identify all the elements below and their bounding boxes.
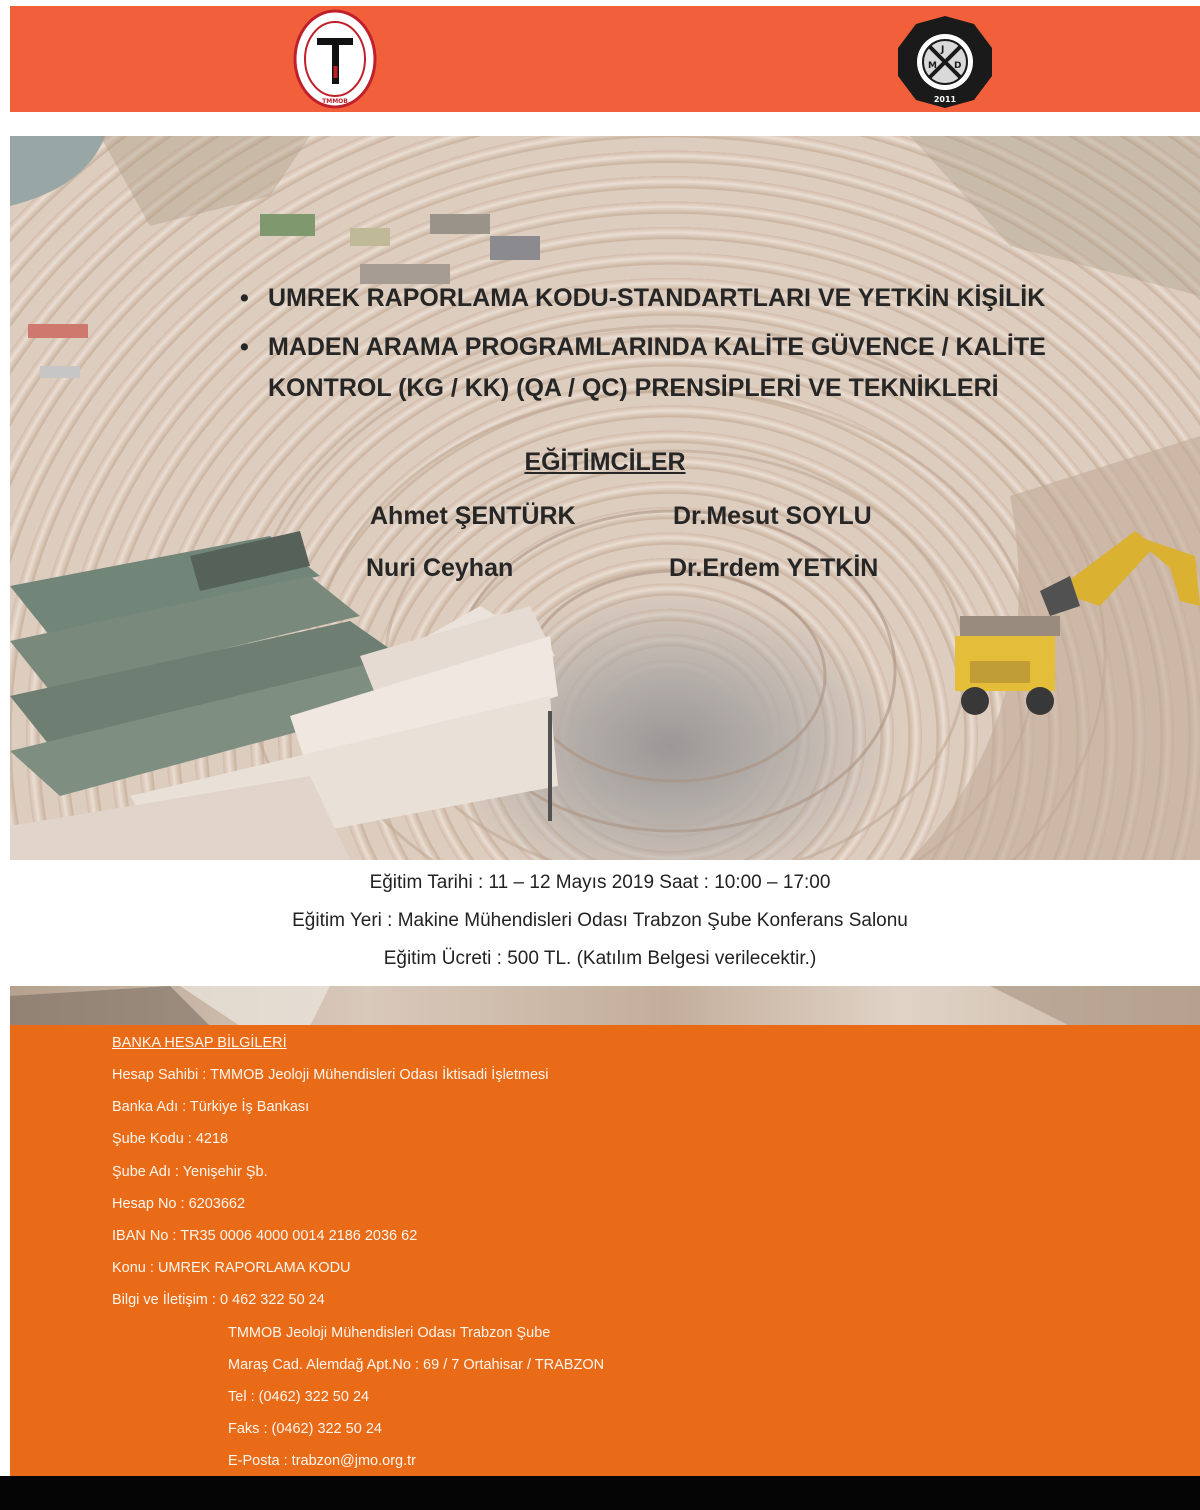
payment-subject: Konu : UMREK RAPORLAMA KODU: [112, 1260, 351, 1276]
hero-overlay: [10, 136, 1200, 860]
trainer-name: Dr.Erdem YETKİN: [669, 554, 879, 582]
footer-bar: [0, 1476, 1200, 1510]
event-fee-line: Eğitim Ücreti : 500 TL. (Katılım Belgesi verilecektir.): [383, 948, 817, 969]
course-title-text: MADEN ARAMA PROGRAMLARINDA KALİTE GÜVENCE / KALİTE KONTROL (KG / KK) (QA / QC) PRENSİPLERİ VE TEKNİKLERİ: [268, 333, 1046, 402]
contact-phone-line: Bilgi ve İletişim : 0 462 322 50 24: [112, 1292, 325, 1308]
account-number: Hesap No : 6203662: [112, 1196, 246, 1212]
contact-tel: Tel : (0462) 322 50 24: [228, 1389, 370, 1405]
header-banner: [10, 6, 1200, 112]
contact-fax: Faks : (0462) 322 50 24: [228, 1421, 382, 1437]
course-title-text: UMREK RAPORLAMA KODU-STANDARTLARI VE YETKİN KİŞİLİK: [268, 284, 1046, 312]
open-pit-mine-photo: [10, 136, 1200, 860]
branch-name: Şube Adı : Yenişehir Şb.: [112, 1164, 268, 1180]
course-title-qa-qc: [240, 327, 1120, 409]
bank-info-title: BANKA HESAP BİLGİLERİ: [112, 1035, 287, 1051]
trainer-name: Nuri Ceyhan: [366, 554, 514, 582]
branch-code: Şube Kodu : 4218: [112, 1131, 229, 1147]
bank-account-info: [10, 1025, 1200, 1476]
logo-letter-d: D: [954, 61, 962, 71]
logo-letter-j: J: [941, 45, 945, 55]
course-title-umrek: [240, 278, 1120, 319]
event-date-line: Eğitim Tarihi : 11 – 12 Mayıs 2019 Saat : 10:00 – 17:00: [369, 872, 831, 893]
trainers-heading: EĞİTİMCİLER: [524, 448, 686, 476]
logo-year: 2011: [933, 95, 957, 104]
contact-email[interactable]: E-Posta : trabzon@jmo.org.tr: [228, 1453, 416, 1469]
bullet-icon: •: [240, 333, 249, 361]
event-details: [0, 864, 1200, 978]
tmmob-jmo-logo: [292, 8, 378, 110]
maden-jeologlari-dernegi-logo: [890, 14, 1000, 110]
bullet-icon: •: [240, 284, 249, 312]
tmmob-label: TMMOB: [322, 98, 348, 105]
bank-name: Banka Adı : Türkiye İş Bankası: [112, 1099, 310, 1115]
course-title-list: [240, 278, 1120, 417]
event-venue-line: Eğitim Yeri : Makine Mühendisleri Odası Trabzon Şube Konferans Salonu: [292, 910, 908, 931]
contact-organization: TMMOB Jeoloji Mühendisleri Odası Trabzon Şube: [228, 1325, 551, 1341]
iban-number: IBAN No : TR35 0006 4000 0014 2186 2036 62: [112, 1228, 418, 1244]
logo-letter-m: M: [928, 61, 937, 71]
decorative-photo-strip: [10, 986, 1200, 1026]
trainer-name: Ahmet ŞENTÜRK: [370, 502, 576, 530]
trainer-name: Dr.Mesut SOYLU: [673, 502, 872, 530]
contact-address: Maraş Cad. Alemdağ Apt.No : 69 / 7 Ortahisar / TRABZON: [228, 1357, 605, 1373]
bank-account-holder: Hesap Sahibi : TMMOB Jeoloji Mühendisleri Odası İktisadi İşletmesi: [112, 1067, 549, 1083]
